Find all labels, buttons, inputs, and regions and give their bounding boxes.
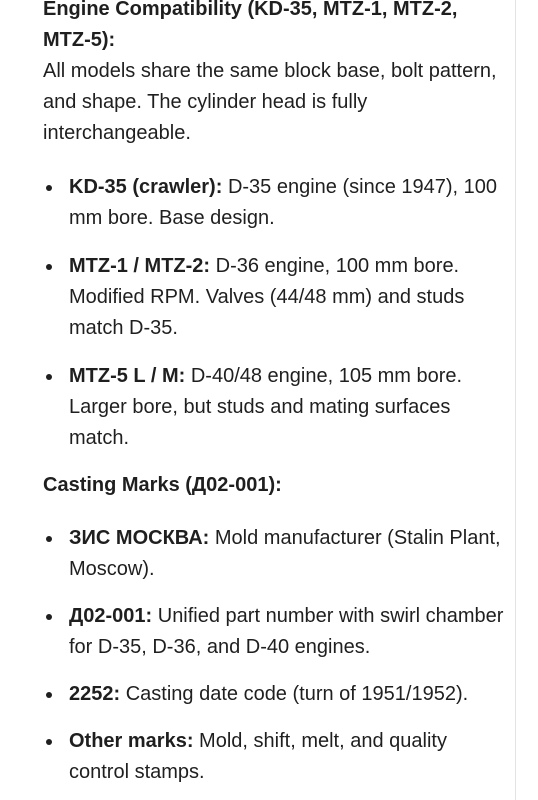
- bullet-icon: [46, 185, 52, 191]
- item-text: Mold manufacturer (Stalin Plant, Moscow).: [69, 527, 501, 580]
- content-edge-divider: [515, 0, 516, 800]
- item-text: D-36 engine, 100 mm bore. Modified RPM. Valves (44/48 mm) and studs match D-35.: [69, 255, 465, 339]
- list-item-other-marks: [43, 726, 508, 788]
- document-content: [43, 0, 508, 788]
- item-label: MTZ-5 L / M:: [69, 365, 186, 387]
- list-item-zis-moskva: [43, 523, 508, 585]
- casting-marks-list: [43, 523, 508, 788]
- item-text: D-40/48 engine, 105 mm bore. Larger bore, but studs and mating surfaces match.: [69, 365, 463, 449]
- engine-compatibility-intro: All models share the same block base, bolt pattern, and shape. The cylinder head is fully interchangeable.: [43, 60, 497, 144]
- item-label: 2252:: [69, 683, 121, 705]
- bullet-icon: [46, 264, 52, 270]
- bullet-icon: [46, 536, 52, 542]
- bullet-icon: [46, 374, 52, 380]
- item-text: D-35 engine (since 1947), 100 mm bore. Base design.: [69, 176, 498, 229]
- item-label: ЗИС МОСКВА:: [69, 527, 210, 549]
- item-text: Casting date code (turn of 1951/1952).: [120, 683, 469, 705]
- list-item-2252: [43, 679, 508, 710]
- list-item-mtz1-mtz2: [43, 251, 508, 344]
- item-label: Д02-001:: [69, 605, 153, 627]
- item-label: Other marks:: [69, 730, 194, 752]
- list-item-d02-001: [43, 601, 508, 663]
- bullet-icon: [46, 614, 52, 620]
- casting-marks-heading: Casting Marks (Д02-001):: [43, 474, 282, 496]
- item-text: Unified part number with swirl chamber for D-35, D-36, and D-40 engines.: [69, 605, 504, 658]
- bullet-icon: [46, 739, 52, 745]
- bullet-icon: [46, 692, 52, 698]
- list-item-kd35: [43, 172, 508, 234]
- engine-compatibility-heading: Engine Compatibility (KD-35, MTZ-1, MTZ-2, MTZ-5):: [43, 0, 458, 51]
- item-text: Mold, shift, melt, and quality control stamps.: [69, 730, 447, 783]
- engine-compatibility-list: [43, 172, 508, 454]
- item-label: MTZ-1 / MTZ-2:: [69, 255, 211, 277]
- item-label: KD-35 (crawler):: [69, 176, 223, 198]
- list-item-mtz5: [43, 361, 508, 454]
